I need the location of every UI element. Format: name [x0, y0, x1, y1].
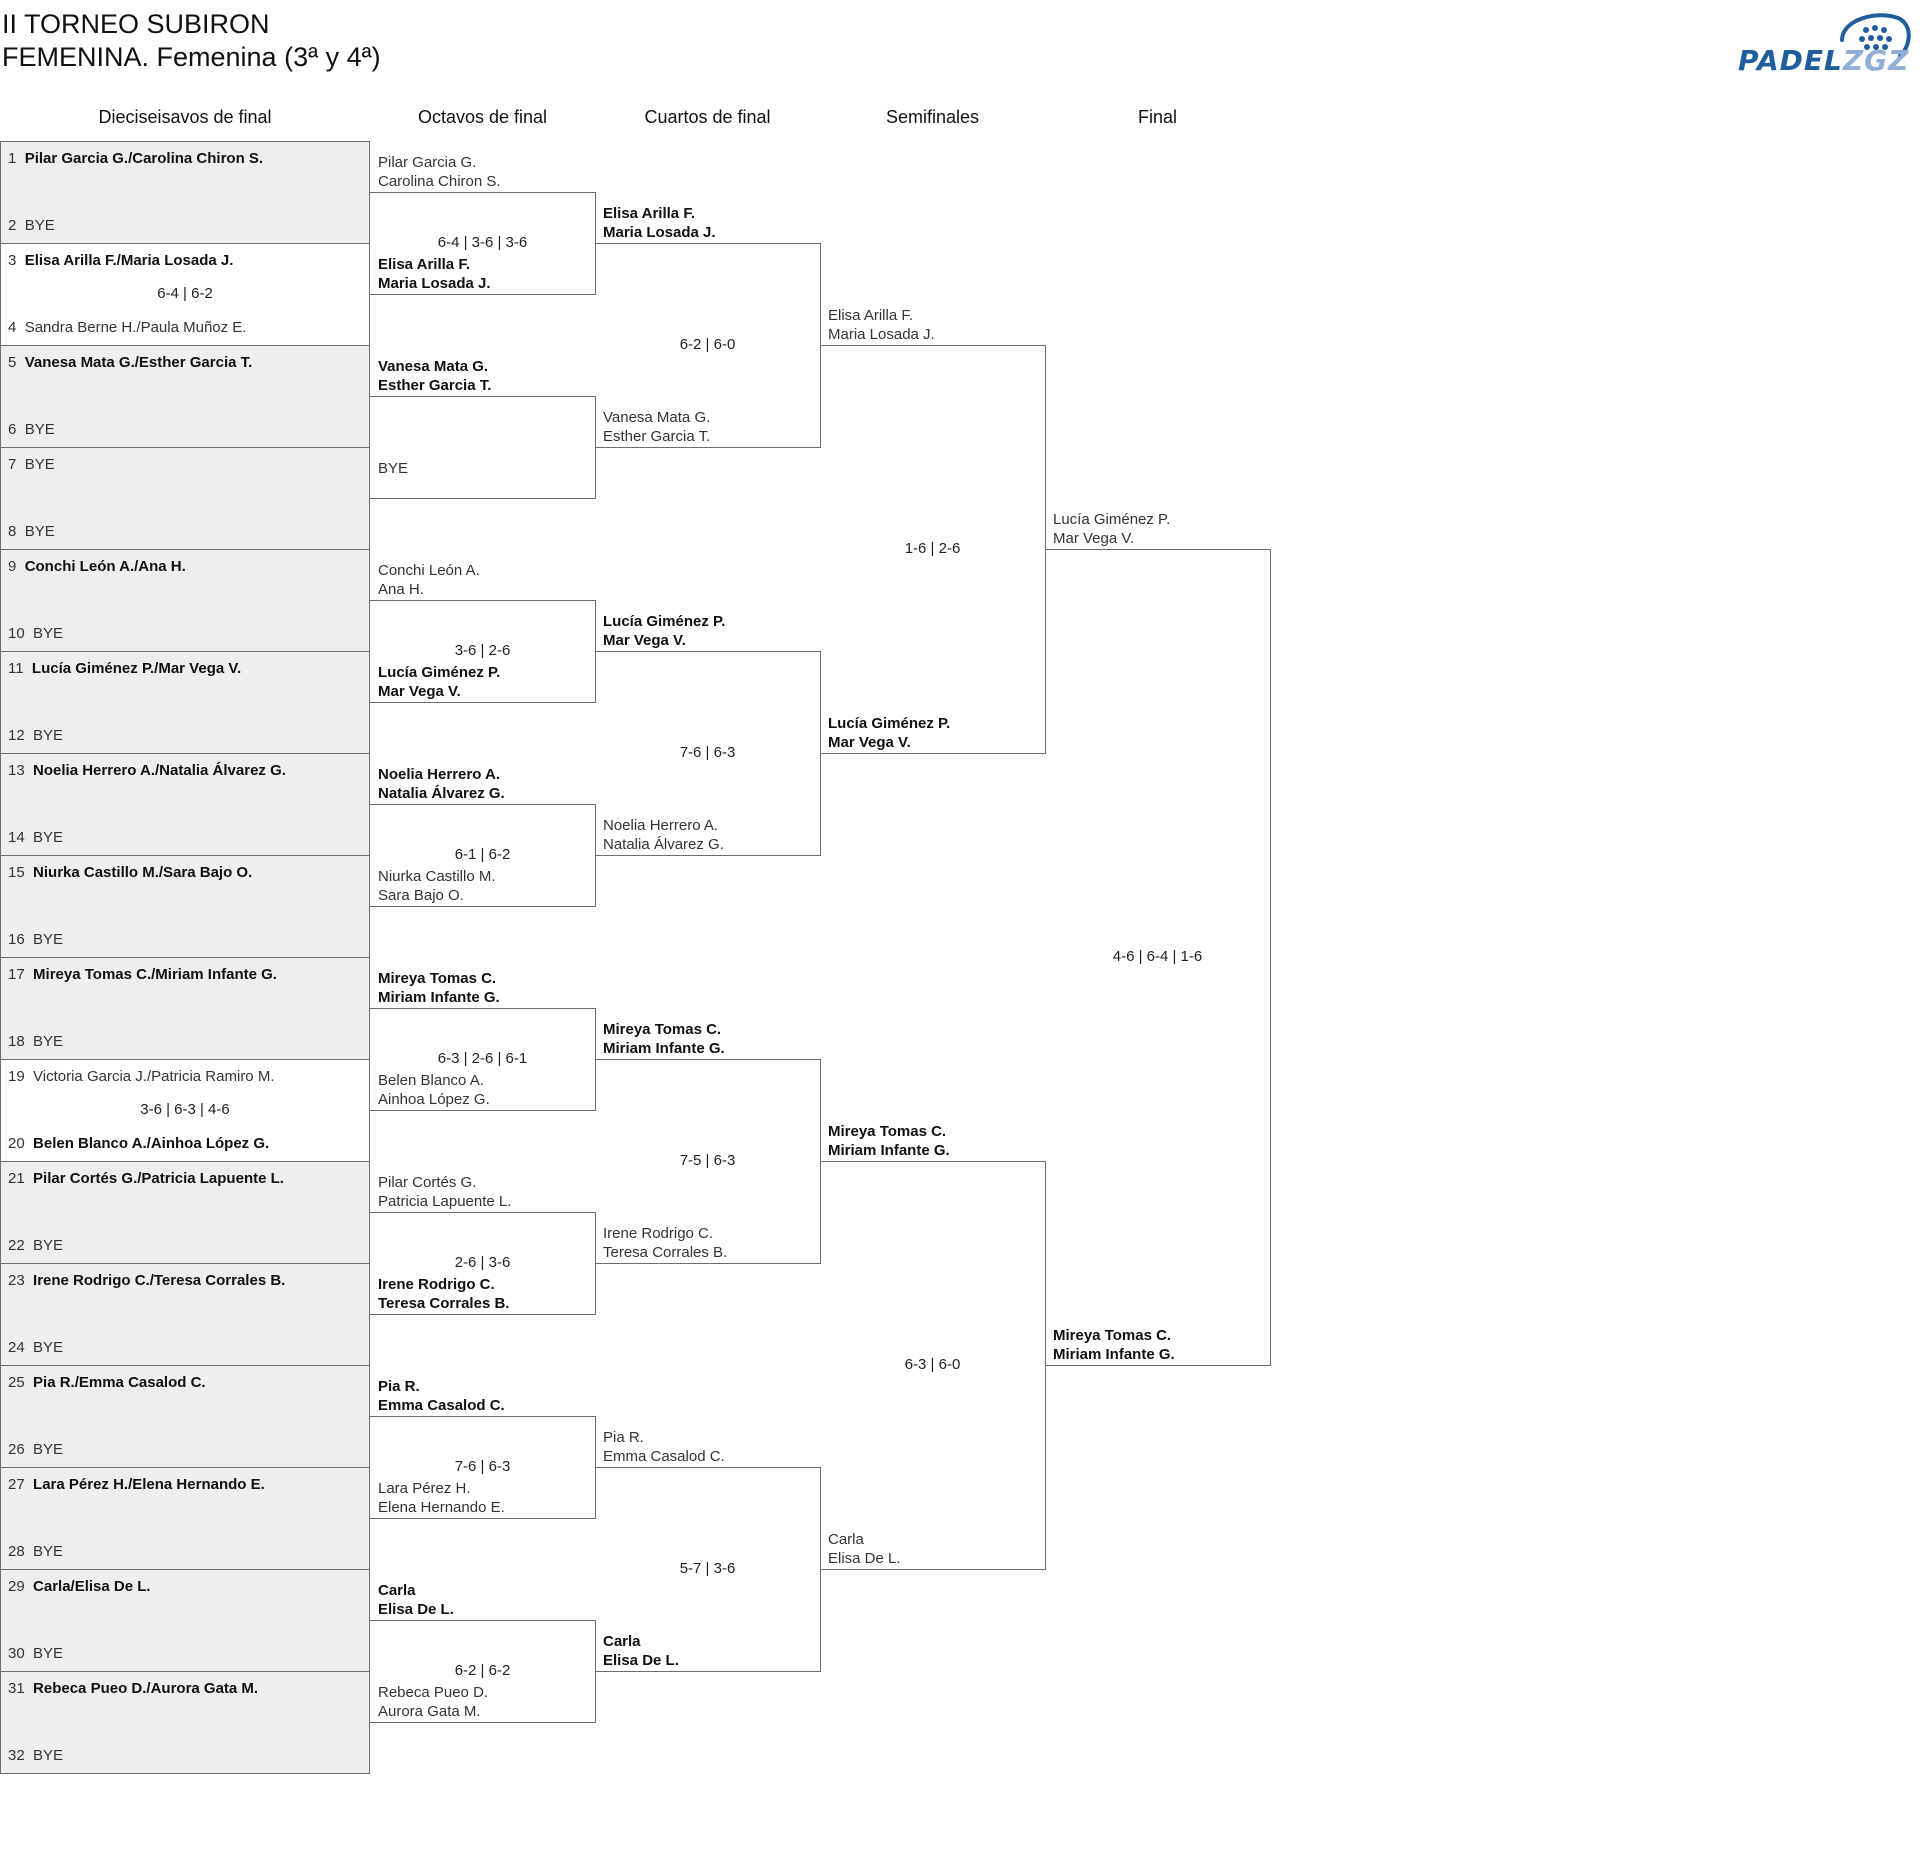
pair-name: BYE — [33, 1033, 64, 1050]
r32-entry — [8, 828, 63, 847]
seed-number: 3 — [8, 252, 25, 269]
logo-word-padel: PADEL — [1738, 44, 1843, 77]
r32-entry — [8, 420, 55, 439]
r16-score: 6-3 | 2-6 | 6-1 — [437, 1050, 528, 1067]
round-header-r16: Octavos de final — [417, 107, 548, 127]
seed-number: 21 — [8, 1170, 34, 1187]
seed-number: 9 — [8, 558, 25, 575]
seed-number: 10 — [8, 625, 34, 642]
r16-score: 3-6 | 2-6 — [454, 642, 511, 659]
seed-number: 24 — [8, 1339, 34, 1356]
r32-entry — [8, 1236, 63, 1255]
seed-number: 17 — [8, 966, 34, 983]
final-player-1: Mireya Tomas C. — [1053, 1327, 1172, 1344]
seed-number: 32 — [8, 1747, 34, 1764]
sf-player-2: Elisa De L. — [828, 1550, 901, 1567]
pair-name: Niurka Castillo M./Sara Bajo O. — [33, 864, 253, 881]
seed-number: 18 — [8, 1033, 34, 1050]
qf-player-2: Mar Vega V. — [603, 632, 686, 649]
r32-entry — [8, 455, 55, 474]
r16-player-2: Natalia Álvarez G. — [378, 785, 505, 802]
pair-name: BYE — [33, 1747, 64, 1764]
r32-score: 3-6 | 6-3 | 4-6 — [140, 1101, 230, 1118]
r16-player-1: Niurka Castillo M. — [378, 868, 496, 885]
pair-name: Mireya Tomas C./Miriam Infante G. — [33, 966, 277, 983]
r32-entry — [8, 1134, 269, 1153]
r32-entry — [8, 965, 277, 984]
r16-player-1: Carla — [378, 1582, 416, 1599]
qf-player-1: Elisa Arilla F. — [603, 205, 695, 222]
pair-name: BYE — [24, 456, 55, 473]
r32-entry — [8, 863, 252, 882]
qf-player-1: Mireya Tomas C. — [603, 1021, 722, 1038]
r32-entry — [8, 1373, 206, 1392]
final-player-1: Lucía Giménez P. — [1053, 511, 1171, 528]
r16-score: 6-1 | 6-2 — [454, 846, 511, 863]
r16-player-1: Irene Rodrigo C. — [378, 1276, 495, 1293]
seed-number: 16 — [8, 931, 34, 948]
r32-entry — [8, 1644, 63, 1663]
seed-number: 4 — [8, 319, 25, 336]
r32-entry — [8, 1338, 63, 1357]
pair-name: BYE — [33, 931, 64, 948]
seed-number: 20 — [8, 1135, 34, 1152]
r16-player-1: Rebeca Pueo D. — [378, 1684, 489, 1701]
pair-name: Carla/Elisa De L. — [33, 1578, 151, 1595]
r16-player-2: Ainhoa López G. — [378, 1091, 490, 1108]
pair-name: BYE — [33, 829, 64, 846]
r16-player-2: Teresa Corrales B. — [378, 1295, 510, 1312]
r16-player-1: Pilar Garcia G. — [378, 154, 477, 171]
qf-player-1: Vanesa Mata G. — [603, 409, 711, 426]
seed-number: 5 — [8, 354, 25, 371]
seed-number: 27 — [8, 1476, 34, 1493]
r32-entry — [8, 522, 55, 541]
pair-name: BYE — [33, 727, 64, 744]
sf-player-1: Elisa Arilla F. — [828, 307, 914, 324]
pair-name: BYE — [24, 217, 55, 234]
r16-player-1: Elisa Arilla F. — [378, 256, 470, 273]
r16-connector — [370, 396, 596, 499]
sf-player-2: Mar Vega V. — [828, 734, 911, 751]
r16-score: 7-6 | 6-3 — [454, 1458, 511, 1475]
r32-entry — [8, 1032, 63, 1051]
r32-entry — [8, 557, 186, 576]
qf-player-1: Noelia Herrero A. — [603, 817, 719, 834]
seed-number: 29 — [8, 1578, 34, 1595]
pair-name: Belen Blanco A./Ainhoa López G. — [33, 1135, 270, 1152]
r16-player-1: Lucía Giménez P. — [378, 664, 501, 681]
seed-number: 22 — [8, 1237, 34, 1254]
r32-entry — [8, 1475, 265, 1494]
tournament-title: II TORNEO SUBIRON — [2, 9, 270, 39]
r16-player-2: Mar Vega V. — [378, 683, 461, 700]
r32-entry — [8, 1746, 63, 1765]
r32-entry — [8, 318, 246, 337]
pair-name: Rebeca Pueo D./Aurora Gata M. — [33, 1680, 259, 1697]
r16-player-2: Patricia Lapuente L. — [378, 1193, 512, 1210]
qf-player-2: Teresa Corrales B. — [603, 1244, 728, 1261]
qf-score: 5-7 | 3-6 — [679, 1560, 736, 1577]
sf-player-2: Miriam Infante G. — [828, 1142, 950, 1159]
seed-number: 26 — [8, 1441, 34, 1458]
seed-number: 7 — [8, 456, 25, 473]
round-header-sf: Semifinales — [885, 107, 980, 127]
r32-entry — [8, 659, 241, 678]
r16-player-1: BYE — [378, 460, 409, 477]
seed-number: 25 — [8, 1374, 34, 1391]
pair-name: BYE — [33, 1339, 64, 1356]
r32-entry — [8, 216, 55, 235]
r16-player-2: Aurora Gata M. — [378, 1703, 481, 1720]
r32-score: 6-4 | 6-2 — [157, 285, 213, 302]
pair-name: Lucía Giménez P./Mar Vega V. — [31, 660, 242, 677]
r16-player-2: Elisa De L. — [378, 1601, 454, 1618]
qf-player-2: Miriam Infante G. — [603, 1040, 725, 1057]
r16-player-2: Esther Garcia T. — [378, 377, 492, 394]
round-header-final: Final — [1137, 107, 1177, 127]
seed-number: 19 — [8, 1068, 34, 1085]
r16-player-1: Conchi León A. — [378, 562, 480, 579]
r32-entry — [8, 761, 286, 780]
pair-name: Vanesa Mata G./Esther Garcia T. — [24, 354, 253, 371]
r32-entry — [8, 1067, 274, 1086]
qf-player-1: Carla — [603, 1633, 641, 1650]
sf-player-2: Maria Losada J. — [828, 326, 935, 343]
r32-entry — [8, 1271, 285, 1290]
r32-entry — [8, 624, 63, 643]
sf-player-1: Carla — [828, 1531, 864, 1548]
pair-name: Pia R./Emma Casalod C. — [33, 1374, 206, 1391]
sf-player-1: Mireya Tomas C. — [828, 1123, 947, 1140]
sf-player-1: Lucía Giménez P. — [828, 715, 951, 732]
qf-player-2: Emma Casalod C. — [603, 1448, 725, 1465]
pair-name: Victoria Garcia J./Patricia Ramiro M. — [33, 1068, 275, 1085]
qf-player-2: Elisa De L. — [603, 1652, 679, 1669]
r32-entry — [8, 1679, 258, 1698]
seed-number: 30 — [8, 1645, 34, 1662]
r32-entry — [8, 251, 233, 270]
qf-score: 7-5 | 6-3 — [679, 1152, 736, 1169]
r32-match-box — [0, 447, 370, 550]
seed-number: 6 — [8, 421, 25, 438]
r16-player-1: Pilar Cortés G. — [378, 1174, 477, 1191]
seed-number: 23 — [8, 1272, 34, 1289]
qf-player-1: Pia R. — [603, 1429, 644, 1446]
seed-number: 28 — [8, 1543, 34, 1560]
seed-number: 12 — [8, 727, 34, 744]
r32-entry — [8, 149, 263, 168]
pair-name: Irene Rodrigo C./Teresa Corrales B. — [33, 1272, 286, 1289]
r16-player-2: Carolina Chiron S. — [378, 173, 501, 190]
r32-entry — [8, 1169, 284, 1188]
sf-score: 6-3 | 6-0 — [904, 1356, 961, 1373]
r16-player-2: Miriam Infante G. — [378, 989, 500, 1006]
seed-number: 31 — [8, 1680, 34, 1697]
r16-player-1: Noelia Herrero A. — [378, 766, 500, 783]
r16-score: 6-4 | 3-6 | 3-6 — [437, 234, 528, 251]
final-score: 4-6 | 6-4 | 1-6 — [1112, 948, 1203, 965]
r32-entry — [8, 1542, 63, 1561]
r16-score: 2-6 | 3-6 — [454, 1254, 511, 1271]
padelzgz-logo — [1736, 10, 1916, 76]
r32-entry — [8, 353, 252, 372]
qf-player-2: Esther Garcia T. — [603, 428, 711, 445]
pair-name: BYE — [33, 1543, 64, 1560]
qf-player-1: Irene Rodrigo C. — [603, 1225, 714, 1242]
pair-name: BYE — [33, 625, 64, 642]
qf-score: 6-2 | 6-0 — [679, 336, 736, 353]
seed-number: 14 — [8, 829, 34, 846]
r16-player-2: Maria Losada J. — [378, 275, 491, 292]
qf-player-1: Lucía Giménez P. — [603, 613, 726, 630]
pair-name: Pilar Garcia G./Carolina Chiron S. — [24, 150, 264, 167]
logo-wordmark — [1738, 44, 1909, 77]
r16-player-2: Emma Casalod C. — [378, 1397, 505, 1414]
pair-name: BYE — [24, 523, 55, 540]
r32-entry — [8, 930, 63, 949]
pair-name: BYE — [33, 1645, 64, 1662]
pair-name: BYE — [24, 421, 55, 438]
final-player-2: Miriam Infante G. — [1053, 1346, 1175, 1363]
r16-player-2: Ana H. — [378, 581, 424, 598]
round-header-r32: Dieciseisavos de final — [98, 107, 272, 127]
logo-word-zgz: ZGZ — [1842, 44, 1910, 77]
seed-number: 13 — [8, 762, 34, 779]
pair-name: Noelia Herrero A./Natalia Álvarez G. — [33, 762, 286, 779]
pair-name: Conchi León A./Ana H. — [24, 558, 186, 575]
final-player-2: Mar Vega V. — [1053, 530, 1135, 547]
pair-name: Elisa Arilla F./Maria Losada J. — [24, 252, 234, 269]
r16-player-1: Belen Blanco A. — [378, 1072, 484, 1089]
pair-name: BYE — [33, 1441, 64, 1458]
qf-player-2: Natalia Álvarez G. — [603, 836, 724, 853]
pair-name: Pilar Cortés G./Patricia Lapuente L. — [33, 1170, 284, 1187]
qf-player-2: Maria Losada J. — [603, 224, 716, 241]
seed-number: 1 — [8, 150, 25, 167]
category-title: FEMENINA. Femenina (3ª y 4ª) — [2, 42, 381, 72]
r32-entry — [8, 1577, 151, 1596]
r16-player-1: Lara Pérez H. — [378, 1480, 471, 1497]
r16-player-2: Elena Hernando E. — [378, 1499, 505, 1516]
r16-player-1: Pia R. — [378, 1378, 420, 1395]
r32-entry — [8, 1440, 63, 1459]
pair-name: Lara Pérez H./Elena Hernando E. — [33, 1476, 265, 1493]
seed-number: 11 — [8, 660, 32, 677]
sf-score: 1-6 | 2-6 — [904, 540, 961, 557]
r32-entry — [8, 726, 63, 745]
pair-name: BYE — [33, 1237, 64, 1254]
r16-player-1: Mireya Tomas C. — [378, 970, 497, 987]
r16-player-1: Vanesa Mata G. — [378, 358, 489, 375]
pair-name: Sandra Berne H./Paula Muñoz E. — [24, 319, 247, 336]
seed-number: 15 — [8, 864, 34, 881]
r16-score: 6-2 | 6-2 — [454, 1662, 511, 1679]
qf-score: 7-6 | 6-3 — [679, 744, 736, 761]
seed-number: 2 — [8, 217, 25, 234]
round-header-qf: Cuartos de final — [644, 107, 771, 127]
seed-number: 8 — [8, 523, 25, 540]
r16-player-2: Sara Bajo O. — [378, 887, 464, 904]
